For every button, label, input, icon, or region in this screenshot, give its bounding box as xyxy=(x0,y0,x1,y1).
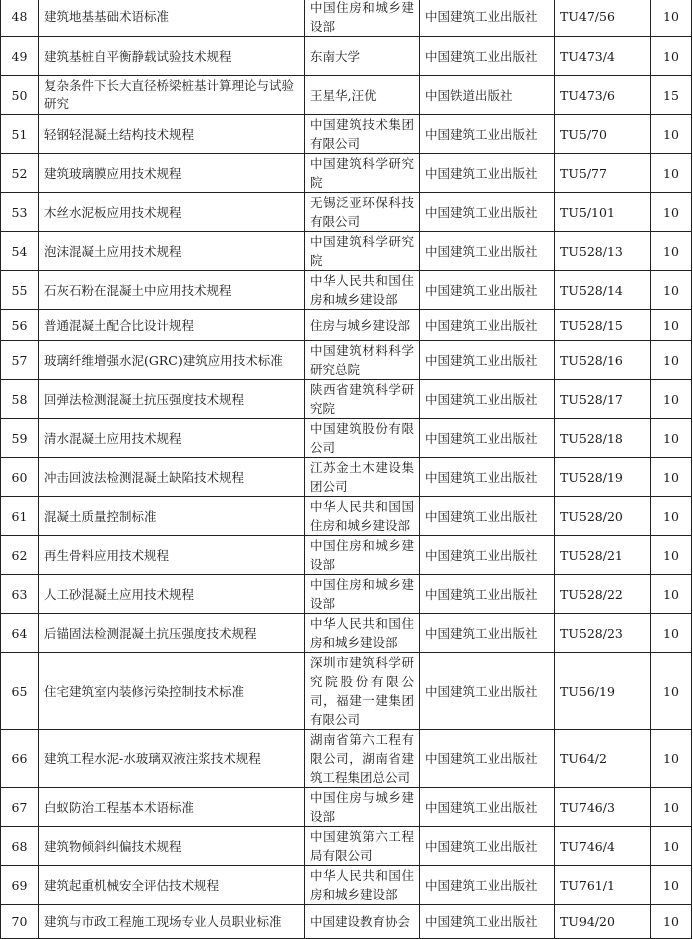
organization-cell: 中国建筑股份有限公司 xyxy=(305,419,420,458)
quantity-cell: 10 xyxy=(651,37,692,76)
publisher-cell: 中国建筑工业出版社 xyxy=(420,788,555,827)
title-cell: 复杂条件下长大直径桥梁桩基计算理论与试验研究 xyxy=(39,76,305,115)
title-cell: 回弹法检测混凝土抗压强度技术规程 xyxy=(39,380,305,419)
row-number-cell: 63 xyxy=(1,575,39,614)
call-number-cell: TU64/2 xyxy=(555,730,651,788)
quantity-cell: 10 xyxy=(651,154,692,193)
organization-cell: 江苏金土木建设集团公司 xyxy=(305,458,420,497)
call-number-cell: TU528/13 xyxy=(555,232,651,271)
publisher-cell: 中国建筑工业出版社 xyxy=(420,497,555,536)
quantity-cell: 10 xyxy=(651,310,692,341)
publisher-cell: 中国建筑工业出版社 xyxy=(420,866,555,905)
row-number-cell: 52 xyxy=(1,154,39,193)
table-row xyxy=(1,419,692,458)
organization-cell: 住房与城乡建设部 xyxy=(305,310,420,341)
table-row xyxy=(1,905,692,939)
title-cell: 白蚁防治工程基本术语标准 xyxy=(39,788,305,827)
call-number-cell: TU56/19 xyxy=(555,653,651,730)
title-cell: 清水混凝土应用技术规程 xyxy=(39,419,305,458)
quantity-cell: 10 xyxy=(651,0,692,37)
table-body xyxy=(1,0,692,939)
quantity-cell: 10 xyxy=(651,419,692,458)
publisher-cell: 中国建筑工业出版社 xyxy=(420,827,555,866)
publisher-cell: 中国铁道出版社 xyxy=(420,76,555,115)
table-row xyxy=(1,653,692,730)
title-cell: 普通混凝土配合比设计规程 xyxy=(39,310,305,341)
title-cell: 建筑起重机械安全评估技术规程 xyxy=(39,866,305,905)
call-number-cell: TU528/19 xyxy=(555,458,651,497)
table-row xyxy=(1,232,692,271)
publisher-cell: 中国建筑工业出版社 xyxy=(420,653,555,730)
publisher-cell: 中国建筑工业出版社 xyxy=(420,271,555,310)
organization-cell: 中华人民共和国住房和城乡建设部 xyxy=(305,866,420,905)
publisher-cell: 中国建筑工业出版社 xyxy=(420,380,555,419)
row-number-cell: 49 xyxy=(1,37,39,76)
title-cell: 冲击回波法检测混凝土缺陷技术规程 xyxy=(39,458,305,497)
row-number-cell: 55 xyxy=(1,271,39,310)
publisher-cell: 中国建筑工业出版社 xyxy=(420,310,555,341)
table-row xyxy=(1,536,692,575)
table-row xyxy=(1,37,692,76)
call-number-cell: TU528/18 xyxy=(555,419,651,458)
quantity-cell: 10 xyxy=(651,380,692,419)
row-number-cell: 66 xyxy=(1,730,39,788)
table-row xyxy=(1,115,692,154)
organization-cell: 中华人民共和国国住房和城乡建设部 xyxy=(305,497,420,536)
title-cell: 建筑与市政工程施工现场专业人员职业标准 xyxy=(39,905,305,939)
table-row xyxy=(1,341,692,380)
organization-cell: 中国建筑技术集团有限公司 xyxy=(305,115,420,154)
row-number-cell: 61 xyxy=(1,497,39,536)
publisher-cell: 中国建筑工业出版社 xyxy=(420,458,555,497)
title-cell: 木丝水泥板应用技术规程 xyxy=(39,193,305,232)
organization-cell: 无锡泛亚环保科技有限公司 xyxy=(305,193,420,232)
table-row xyxy=(1,458,692,497)
row-number-cell: 67 xyxy=(1,788,39,827)
table-row xyxy=(1,310,692,341)
call-number-cell: TU761/1 xyxy=(555,866,651,905)
call-number-cell: TU473/4 xyxy=(555,37,651,76)
row-number-cell: 62 xyxy=(1,536,39,575)
publisher-cell: 中国建筑工业出版社 xyxy=(420,154,555,193)
quantity-cell: 10 xyxy=(651,730,692,788)
table-row xyxy=(1,614,692,653)
call-number-cell: TU5/70 xyxy=(555,115,651,154)
quantity-cell: 10 xyxy=(651,905,692,939)
table-row xyxy=(1,76,692,115)
publisher-cell: 中国建筑工业出版社 xyxy=(420,341,555,380)
title-cell: 人工砂混凝土应用技术规程 xyxy=(39,575,305,614)
call-number-cell: TU528/15 xyxy=(555,310,651,341)
title-cell: 泡沫混凝土应用技术规程 xyxy=(39,232,305,271)
call-number-cell: TU528/22 xyxy=(555,575,651,614)
row-number-cell: 64 xyxy=(1,614,39,653)
row-number-cell: 48 xyxy=(1,0,39,37)
quantity-cell: 10 xyxy=(651,536,692,575)
call-number-cell: TU94/20 xyxy=(555,905,651,939)
title-cell: 建筑玻璃膜应用技术规程 xyxy=(39,154,305,193)
call-number-cell: TU746/3 xyxy=(555,788,651,827)
publisher-cell: 中国建筑工业出版社 xyxy=(420,232,555,271)
title-cell: 建筑基桩自平衡静载试验技术规程 xyxy=(39,37,305,76)
row-number-cell: 68 xyxy=(1,827,39,866)
call-number-cell: TU5/101 xyxy=(555,193,651,232)
publisher-cell: 中国建筑工业出版社 xyxy=(420,905,555,939)
row-number-cell: 50 xyxy=(1,76,39,115)
row-number-cell: 51 xyxy=(1,115,39,154)
table-row xyxy=(1,380,692,419)
call-number-cell: TU473/6 xyxy=(555,76,651,115)
quantity-cell: 15 xyxy=(651,76,692,115)
publisher-cell: 中国建筑工业出版社 xyxy=(420,614,555,653)
quantity-cell: 10 xyxy=(651,232,692,271)
table-row xyxy=(1,730,692,788)
publisher-cell: 中国建筑工业出版社 xyxy=(420,193,555,232)
publisher-cell: 中国建筑工业出版社 xyxy=(420,0,555,37)
call-number-cell: TU528/23 xyxy=(555,614,651,653)
row-number-cell: 70 xyxy=(1,905,39,939)
organization-cell: 中华人民共和国住房和城乡建设部 xyxy=(305,271,420,310)
table-row xyxy=(1,154,692,193)
quantity-cell: 10 xyxy=(651,115,692,154)
row-number-cell: 59 xyxy=(1,419,39,458)
row-number-cell: 69 xyxy=(1,866,39,905)
organization-cell: 中国建筑科学研究院 xyxy=(305,154,420,193)
table-row xyxy=(1,575,692,614)
table-row xyxy=(1,827,692,866)
organization-cell: 中国住房和城乡建设部 xyxy=(305,0,420,37)
row-number-cell: 56 xyxy=(1,310,39,341)
quantity-cell: 10 xyxy=(651,458,692,497)
title-cell: 玻璃纤维增强水泥(GRC)建筑应用技术标准 xyxy=(39,341,305,380)
title-cell: 建筑物倾斜纠偏技术规程 xyxy=(39,827,305,866)
organization-cell: 湖南省第六工程有限公司，湖南省建筑工程集团总公司 xyxy=(305,730,420,788)
organization-cell: 中国建筑科学研究院 xyxy=(305,232,420,271)
title-cell: 混凝土质量控制标准 xyxy=(39,497,305,536)
row-number-cell: 57 xyxy=(1,341,39,380)
organization-cell: 中国住房与城乡建设部 xyxy=(305,788,420,827)
quantity-cell: 10 xyxy=(651,341,692,380)
call-number-cell: TU528/21 xyxy=(555,536,651,575)
call-number-cell: TU47/56 xyxy=(555,0,651,37)
organization-cell: 陕西省建筑科学研究院 xyxy=(305,380,420,419)
quantity-cell: 10 xyxy=(651,497,692,536)
publisher-cell: 中国建筑工业出版社 xyxy=(420,419,555,458)
row-number-cell: 53 xyxy=(1,193,39,232)
title-cell: 石灰石粉在混凝土中应用技术规程 xyxy=(39,271,305,310)
organization-cell: 中国住房和城乡建设部 xyxy=(305,575,420,614)
table-row xyxy=(1,193,692,232)
quantity-cell: 10 xyxy=(651,193,692,232)
table-row xyxy=(1,271,692,310)
publisher-cell: 中国建筑工业出版社 xyxy=(420,536,555,575)
call-number-cell: TU528/14 xyxy=(555,271,651,310)
title-cell: 建筑地基基础术语标准 xyxy=(39,0,305,37)
organization-cell: 中国建筑材料科学研究总院 xyxy=(305,341,420,380)
organization-cell: 中国住房和城乡建设部 xyxy=(305,536,420,575)
quantity-cell: 10 xyxy=(651,788,692,827)
title-cell: 再生骨料应用技术规程 xyxy=(39,536,305,575)
publisher-cell: 中国建筑工业出版社 xyxy=(420,115,555,154)
table-row xyxy=(1,0,692,37)
organization-cell: 王星华,汪优 xyxy=(305,76,420,115)
title-cell: 轻钢轻混凝土结构技术规程 xyxy=(39,115,305,154)
quantity-cell: 10 xyxy=(651,575,692,614)
call-number-cell: TU528/16 xyxy=(555,341,651,380)
row-number-cell: 58 xyxy=(1,380,39,419)
quantity-cell: 10 xyxy=(651,866,692,905)
quantity-cell: 10 xyxy=(651,614,692,653)
organization-cell: 中华人民共和国住房和城乡建设部 xyxy=(305,614,420,653)
title-cell: 建筑工程水泥-水玻璃双液注浆技术规程 xyxy=(39,730,305,788)
row-number-cell: 65 xyxy=(1,653,39,730)
quantity-cell: 10 xyxy=(651,827,692,866)
title-cell: 后锚固法检测混凝土抗压强度技术规程 xyxy=(39,614,305,653)
row-number-cell: 60 xyxy=(1,458,39,497)
call-number-cell: TU746/4 xyxy=(555,827,651,866)
organization-cell: 东南大学 xyxy=(305,37,420,76)
row-number-cell: 54 xyxy=(1,232,39,271)
call-number-cell: TU5/77 xyxy=(555,154,651,193)
quantity-cell: 10 xyxy=(651,271,692,310)
table-row xyxy=(1,866,692,905)
publisher-cell: 中国建筑工业出版社 xyxy=(420,730,555,788)
call-number-cell: TU528/17 xyxy=(555,380,651,419)
organization-cell: 中国建筑第六工程局有限公司 xyxy=(305,827,420,866)
organization-cell: 中国建设教育协会 xyxy=(305,905,420,939)
quantity-cell: 10 xyxy=(651,653,692,730)
table-row xyxy=(1,497,692,536)
organization-cell: 深圳市建筑科学研究院股份有限公司，福建一建集团有限公司 xyxy=(305,653,420,730)
table-row xyxy=(1,788,692,827)
title-cell: 住宅建筑室内装修污染控制技术标准 xyxy=(39,653,305,730)
publisher-cell: 中国建筑工业出版社 xyxy=(420,575,555,614)
call-number-cell: TU528/20 xyxy=(555,497,651,536)
publisher-cell: 中国建筑工业出版社 xyxy=(420,37,555,76)
